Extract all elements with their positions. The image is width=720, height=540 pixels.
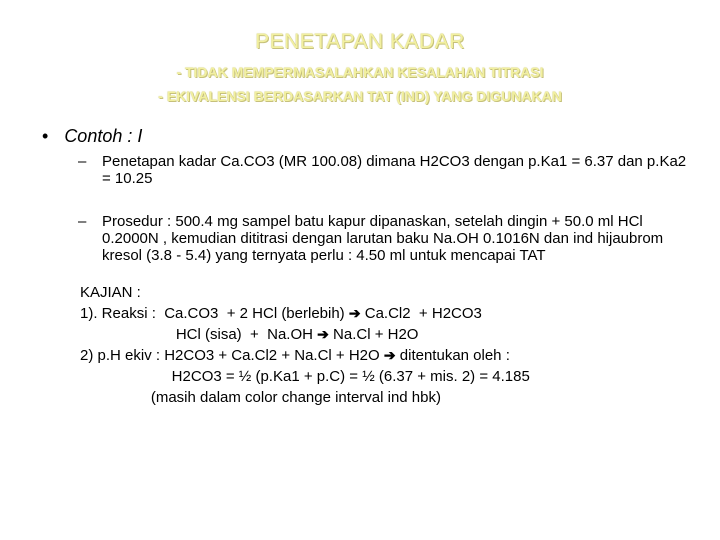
kajian-line-2-right: Na.Cl + H2O <box>328 326 419 343</box>
dash-item-2 <box>78 213 688 264</box>
arrow-icon: ➔ <box>317 326 329 342</box>
kajian-line-1-left: 1). Reaksi : Ca.CO3 + 2 HCl (berlebih) <box>80 305 349 322</box>
kajian-line-3-right: ditentukan oleh : <box>395 347 510 364</box>
kajian-line-1-right: Ca.Cl2 + H2CO3 <box>360 305 482 322</box>
kajian-line-3 <box>80 345 700 366</box>
kajian-block <box>80 282 700 408</box>
subtitle-2: - EKIVALENSI BERDASARKAN TAT (IND) YANG DIGUNAKAN <box>158 88 562 104</box>
kajian-line-2-left: HCl (sisa) + Na.OH <box>80 326 318 343</box>
bullet-text: Contoh : I <box>64 126 143 146</box>
dash-symbol: – <box>78 153 87 170</box>
arrow-icon: ➔ <box>348 305 361 321</box>
slide-title: PENETAPAN KADAR <box>255 30 465 53</box>
arrow-icon: ➔ <box>383 347 396 363</box>
kajian-line-1 <box>80 303 700 324</box>
item-1-text: Penetapan kadar Ca.CO3 (MR 100.08) dimana H2CO3 dengan p.Ka1 = 6.37 dan p.Ka2 = 10.25 <box>102 153 687 187</box>
kajian-line-2 <box>80 324 700 345</box>
bullet-dot: • <box>42 126 49 146</box>
bullet-example <box>42 126 142 147</box>
item-2-text: Prosedur : 500.4 mg sampel batu kapur dipanaskan, setelah dingin + 50.0 ml HCl 0.2000N , kemudian dititrasi dengan larutan baku Na.OH 0.1016N dan ind hijaubrom kresol (3.8 - 5.4) yang ternyata perlu : 4.50 ml untuk mencapai TAT <box>102 213 664 264</box>
kajian-heading: KAJIAN : <box>80 284 141 301</box>
kajian-line-3-left: 2) p.H ekiv : H2CO3 + Ca.Cl2 + Na.Cl + H2O <box>80 347 384 364</box>
dash-item-1 <box>78 153 688 187</box>
kajian-line-5: (masih dalam color change interval ind hbk) <box>80 389 441 406</box>
kajian-line-4: H2CO3 = ½ (p.Ka1 + p.C) = ½ (6.37 + mis. 2) = 4.185 <box>80 368 530 385</box>
subtitle-1: - TIDAK MEMPERMASALAHKAN KESALAHAN TITRASI <box>176 64 544 80</box>
dash-symbol: – <box>78 213 87 230</box>
